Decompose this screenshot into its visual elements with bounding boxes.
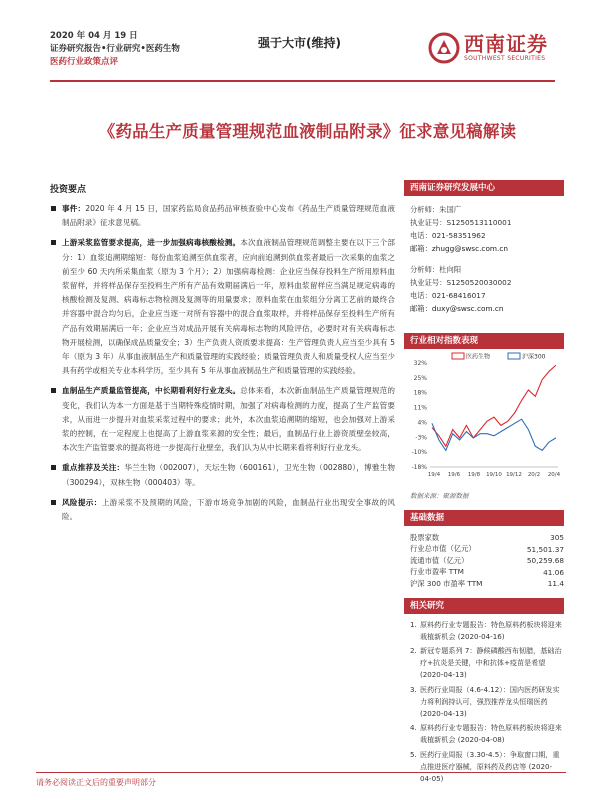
list-item[interactable] bbox=[410, 645, 562, 682]
bullet-lead: 风险提示： bbox=[62, 497, 102, 507]
y-tick-label: 25% bbox=[413, 374, 427, 382]
row-value: 305 bbox=[550, 533, 564, 543]
header-divider bbox=[50, 80, 555, 82]
item-number: 2. bbox=[410, 645, 417, 655]
related-research-box bbox=[404, 598, 564, 786]
analyst-license: 执业证号：S1250520030002 bbox=[410, 278, 512, 287]
table-row bbox=[410, 544, 564, 556]
x-tick-label: 19/10 bbox=[486, 472, 502, 478]
bullet-text: 总体来看，本次新血制品生产质量管理规范的变化，我们认为本一方面是基于当期特殊疫情时期，加强了对病毒检测的力度，提高了生产监管要求，从而进一步提升对血浆采浆过程中的要求；此外，本次血浆追溯期的缩短，也会加强对上游采浆的控制，在一定程度上也提高了上游血浆来源的安全性；最后，血制品行业上游资质壁垒较高，本次生产监管要求的提高将进一步提高行业壁垒，我们认为从中长期来看将利好行业龙头。 bbox=[62, 386, 396, 453]
summary-bullet-risk bbox=[50, 496, 395, 524]
item-text: 医药行业周报（3.30-4.5）：争取窗口期，重点推进医疗器械，原料药及药店等 (2020-04-05) bbox=[420, 749, 560, 783]
bullet-lead: 血制品生产质量监管提高，中长期看利好行业龙头。 bbox=[62, 386, 241, 396]
analyst-license: 执业证号：S1250513110001 bbox=[410, 218, 512, 227]
analyst-name: 分析师：杜向阳 bbox=[410, 265, 462, 274]
analyst-name: 分析师：朱国广 bbox=[410, 205, 462, 214]
list-item[interactable] bbox=[410, 749, 562, 786]
x-tick-label: 20/2 bbox=[527, 472, 541, 478]
rating-label: 强于大市(维持) bbox=[258, 36, 341, 50]
item-text: 医药行业周报（4.6-4.12）：国内医药研发实力将利润持认可，强烈推荐龙头恒瑞医药 (2020-04-13) bbox=[420, 684, 560, 718]
bullet-text: 本次血液制品管理规范调整主要在以下三个部分：1）血浆追溯期缩短：每份血浆追溯至供血浆者，应向前追溯到供血浆者最后一次采集的血浆之前至少 60 天内所采集血浆（原为 3 个月）；2）加强病毒检测：企业应当保存投料生产所用原料血浆留样，并将样品保存至投料生产所有产品有效期届满后一年，原料血浆留样应当满足规定病毒的核酸检测及复测、病毒标志物检测及复测等的用量要求；原料血浆在血浆组分分离工艺前的最终合并容器中混合均匀后，企业应当逐一对所有容器中的混合血浆取样，并将样品保存至投料生产所有产品有效期届满后一年；企业应当对成品开展有关病毒标志物的风险评估，必要时对有关病毒标志物开展检测，以确保成品质量安全；3）生产负责人资质要求提高：生产管理负责人应当至少具有 5 年（原为 3 年）从事血液制品生产和质量管理的实践经验；质量管理负责人和质量受权人应当至少具有药学或相关专业本科学历，至少具有 5 年从事血液制品生产和质量管理的实践经验。 bbox=[62, 238, 396, 376]
y-tick-label: -10% bbox=[411, 449, 427, 457]
logo-text-en: SOUTHWEST SECURITIES bbox=[464, 55, 546, 62]
report-meta bbox=[50, 30, 180, 69]
footer-disclaimer: 请务必阅读正文后的重要声明部分 bbox=[36, 778, 156, 787]
logo-emblem-icon bbox=[428, 32, 460, 64]
investment-summary bbox=[50, 182, 395, 530]
series-line-1 bbox=[432, 365, 556, 446]
analyst-phone: 电话：021-58351962 bbox=[410, 231, 486, 240]
analyst-phone: 电话：021-68416017 bbox=[410, 291, 486, 300]
related-header: 相关研究 bbox=[404, 598, 564, 614]
related-list bbox=[404, 614, 564, 786]
row-label: 流通市值（亿元） bbox=[410, 555, 469, 565]
legend-label: 医药生物 bbox=[466, 353, 491, 361]
list-item[interactable] bbox=[410, 684, 562, 721]
chart-source: 数据来源：聚源数据 bbox=[410, 492, 469, 500]
item-number: 3. bbox=[410, 684, 417, 694]
item-number: 5. bbox=[410, 749, 417, 759]
table-row bbox=[410, 555, 564, 567]
item-text: 原料药行业专题报告：特色原料药板块将迎来栽植新机会 (2020-04-08) bbox=[420, 723, 562, 745]
y-tick-label: 32% bbox=[413, 360, 427, 367]
sidebar bbox=[404, 180, 564, 787]
row-value: 41.06 bbox=[543, 567, 564, 577]
table-row bbox=[410, 532, 564, 544]
x-tick-label: 20/4 bbox=[547, 472, 561, 478]
item-number: 4. bbox=[410, 723, 417, 733]
summary-bullet-regulation bbox=[50, 384, 395, 455]
y-tick-label: -18% bbox=[411, 464, 427, 471]
report-category: 证券研究报告•行业研究•医药生物 bbox=[50, 44, 180, 54]
bullet-lead: 事件： bbox=[62, 204, 86, 213]
y-tick-label: 18% bbox=[413, 389, 427, 397]
report-tagline: 医药行业政策点评 bbox=[50, 57, 119, 67]
legend-swatch bbox=[452, 353, 464, 359]
line-chart bbox=[404, 349, 564, 489]
page-title: 《药品生产质量管理规范血液制品附录》征求意见稿解读 bbox=[98, 122, 517, 141]
summary-label: 投资要点 bbox=[50, 185, 87, 195]
basic-data-table bbox=[410, 532, 564, 590]
row-label: 股票家数 bbox=[410, 532, 440, 542]
bullet-text: 上游采浆不及预期的风险，下游市场竞争加剧的风险，血制品行业出现安全事故的风险。 bbox=[62, 497, 395, 522]
logo-text-cn: 西南证券 bbox=[464, 32, 548, 56]
footer-divider bbox=[36, 772, 566, 773]
row-label: 行业总市值（亿元） bbox=[410, 544, 476, 554]
item-number: 1. bbox=[410, 619, 417, 629]
company-logo bbox=[428, 32, 548, 64]
row-label: 行业市盈率 TTM bbox=[410, 567, 464, 577]
summary-bullet-recommend bbox=[50, 461, 395, 489]
row-value: 50,259.68 bbox=[526, 556, 564, 566]
basic-data-box bbox=[404, 510, 564, 590]
row-value: 51,501.37 bbox=[526, 544, 564, 554]
bullet-text: 2020 年 4 月 15 日，国家药监局食品药品审核查验中心发布《药品生产质量管理规范血液制品附录》征求意见稿。 bbox=[62, 204, 395, 228]
table-row bbox=[410, 567, 564, 579]
legend-swatch bbox=[508, 353, 520, 359]
x-tick-label: 19/6 bbox=[447, 472, 461, 478]
chart-header: 行业相对指数表现 bbox=[404, 333, 564, 349]
bullet-lead: 重点推荐及关注： bbox=[62, 463, 125, 473]
row-label: 沪深 300 市盈率 TTM bbox=[410, 578, 483, 588]
x-tick-label: 19/12 bbox=[506, 472, 522, 478]
row-value: 11.4 bbox=[547, 579, 564, 589]
item-text: 新冠专题系列 7：静候磷酸西布韧腊，基础治疗+抗炎是关键，中和抗体+疫苗是希望 (2020-04-13) bbox=[420, 645, 562, 680]
bullet-text: 华兰生物（002007），天坛生物（600161），卫光生物（002880），博雅生物（300294），双林生物（000403）等。 bbox=[62, 463, 396, 487]
y-tick-label: -3% bbox=[415, 434, 427, 442]
item-text: 原料药行业专题报告：特色原料药板块将迎来栽植新机会 (2020-04-16) bbox=[420, 619, 562, 641]
analyst-header: 西南证券研究发展中心 bbox=[404, 180, 564, 196]
summary-bullet-plasma bbox=[50, 236, 395, 378]
x-tick-label: 19/8 bbox=[467, 472, 481, 478]
table-row bbox=[410, 578, 564, 590]
x-tick-label: 19/4 bbox=[427, 472, 441, 478]
y-tick-label: 11% bbox=[413, 404, 427, 412]
summary-bullet-event bbox=[50, 202, 395, 230]
analyst-email[interactable]: 邮箱：zhugg@swsc.com.cn bbox=[410, 244, 508, 253]
report-date: 2020 年 04 月 19 日 bbox=[50, 31, 138, 41]
analyst-email[interactable]: 邮箱：duxy@swsc.com.cn bbox=[410, 304, 504, 313]
legend-label: 沪深300 bbox=[522, 353, 546, 361]
list-item[interactable] bbox=[410, 619, 562, 643]
basic-data-header: 基础数据 bbox=[404, 510, 564, 526]
analyst-info bbox=[404, 196, 564, 319]
list-item[interactable] bbox=[410, 722, 562, 746]
relative-index-chart bbox=[404, 333, 564, 500]
y-tick-label: 4% bbox=[417, 419, 427, 427]
bullet-lead: 上游采浆监管要求提高，进一步加强病毒核酸检测。 bbox=[62, 238, 241, 248]
